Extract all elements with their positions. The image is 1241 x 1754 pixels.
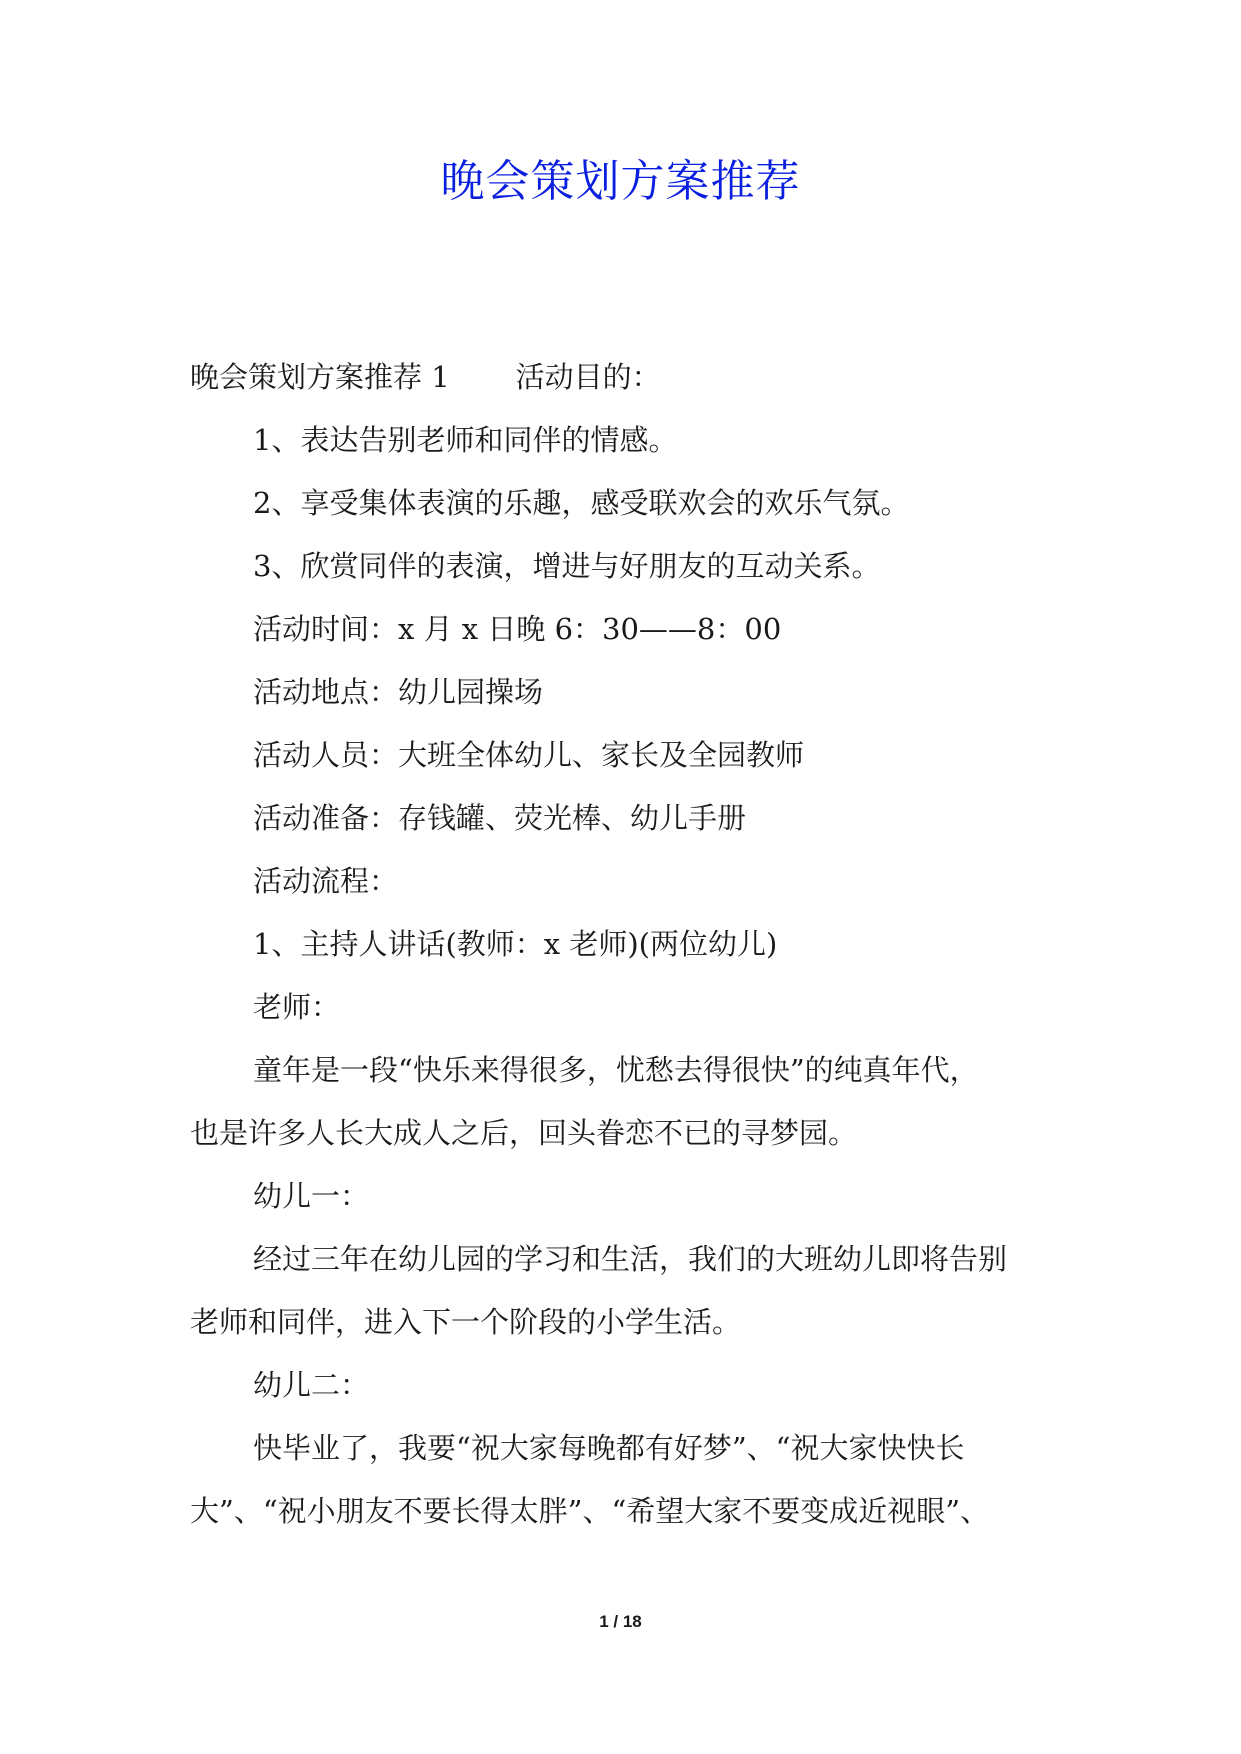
page-number: 1 / 18 [599, 1612, 642, 1631]
child-two-speech-line-1: 快毕业了，我要“祝大家每晚都有好梦”、“祝大家快快长 [253, 1431, 965, 1465]
first-paragraph-line [190, 357, 661, 397]
goal-item-3: 3、欣赏同伴的表演，增进与好朋友的互动关系。 [253, 549, 881, 583]
child-two-speech-line-2: 大”、“祝小朋友不要长得太胖”、“希望大家不要变成近视眼”、 [190, 1494, 990, 1528]
activity-participants: 活动人员：大班全体幼儿、家长及全园教师 [253, 738, 805, 772]
speaker-child-one: 幼儿一： [253, 1179, 370, 1213]
activity-process-label: 活动流程： [253, 864, 399, 898]
child-one-speech-line-1: 经过三年在幼儿园的学习和生活，我们的大班幼儿即将告别 [253, 1242, 1008, 1276]
goal-item-2: 2、享受集体表演的乐趣，感受联欢会的欢乐气氛。 [253, 486, 910, 520]
speaker-teacher: 老师： [253, 990, 341, 1024]
activity-preparation: 活动准备：存钱罐、荧光棒、幼儿手册 [253, 801, 747, 835]
activity-time: 活动时间：x 月 x 日晚 6：30——8：00 [253, 612, 782, 646]
goal-item-1: 1、表达告别老师和同伴的情感。 [253, 423, 678, 457]
section-heading: 晚会策划方案推荐 1 [190, 360, 450, 394]
document-title: 晚会策划方案推荐 [440, 156, 801, 207]
activity-goal-label: 活动目的： [515, 360, 661, 394]
teacher-speech-line-1: 童年是一段“快乐来得很多，忧愁去得很快”的纯真年代， [253, 1053, 979, 1087]
teacher-speech-line-2: 也是许多人长大成人之后，回头眷恋不已的寻梦园。 [190, 1116, 858, 1150]
speaker-child-two: 幼儿二： [253, 1368, 370, 1402]
process-step-1: 1、主持人讲话(教师：x 老师)(两位幼儿) [253, 927, 778, 961]
child-one-speech-line-2: 老师和同伴，进入下一个阶段的小学生活。 [190, 1305, 742, 1339]
activity-location: 活动地点：幼儿园操场 [253, 675, 544, 709]
